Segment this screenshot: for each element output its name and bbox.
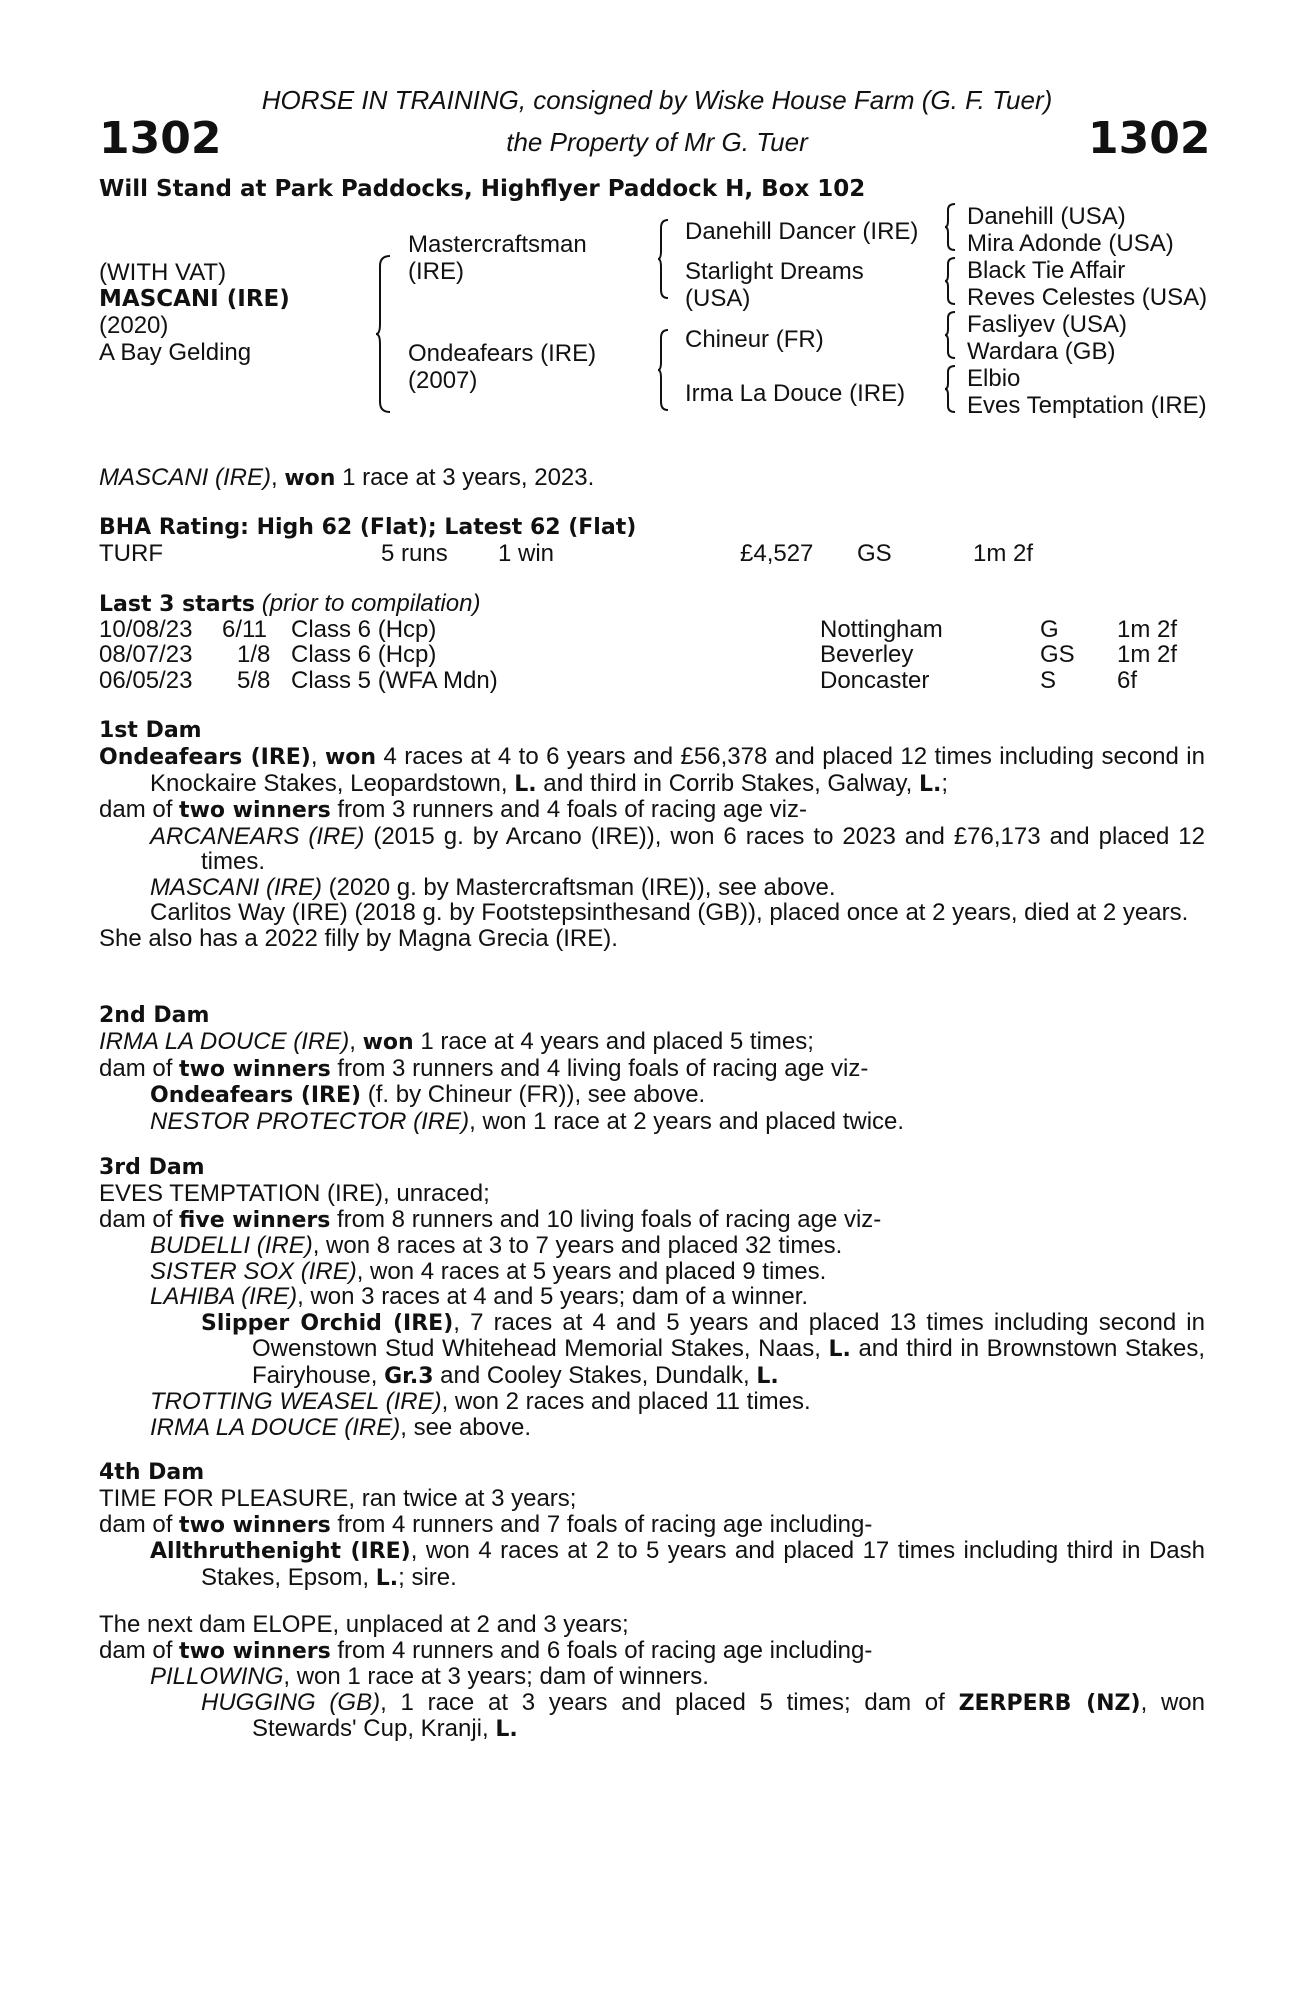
second-dam-section [99, 1003, 1205, 1134]
progeny-name: ARCANEARS (IRE) [150, 822, 365, 850]
third-dam-record: EVES TEMPTATION (IRE), unraced; [99, 1180, 490, 1207]
lot-number-left: 1302 [99, 113, 222, 164]
first-dam-record: Ondeafears (IRE), won 4 races at 4 to 6 years and £56,378 and placed 12 times including second in Knockaire Stakes, Leopardstown, L. and third in Corrib Stakes, Galway, L.; [99, 743, 1205, 797]
second-dam-rest: 1 race at 4 years and placed 5 times; [413, 1028, 814, 1055]
dam-of-label: dam of [99, 1510, 180, 1538]
sire-sire-sire: Danehill (USA) [967, 203, 1126, 230]
first-dam-progeny-1 [99, 824, 1205, 875]
progeny-name: NESTOR PROTECTOR (IRE) [150, 1107, 470, 1135]
start-pos-1: 1/8 [237, 641, 271, 668]
third-dam-progeny-2 [99, 1259, 1205, 1285]
progeny-record: , won 8 races at 3 to 7 years and placed 32 times. [312, 1232, 843, 1259]
sire-name: Mastercraftsman [408, 231, 587, 258]
third-dam-grandprogeny-1 [99, 1310, 1205, 1390]
next-dam-record: The next dam ELOPE, unplaced at 2 and 3 years; [99, 1611, 629, 1638]
first-dam-name: Ondeafears (IRE) [99, 745, 311, 770]
start-course-0: Nottingham [820, 616, 943, 643]
pedigree-brace-sd [945, 258, 957, 304]
listed-mark: L. [495, 1717, 518, 1742]
fourth-dam-record: TIME FOR PLEASURE, ran twice at 3 years; [99, 1485, 577, 1512]
dam-sire-dam: Wardara (GB) [967, 338, 1116, 365]
third-dam-heading: 3rd Dam [99, 1155, 205, 1180]
pedigree-brace-sire [658, 220, 670, 298]
progeny-name: IRMA LA DOUCE (IRE) [150, 1413, 401, 1441]
property-line: the Property of Mr G. Tuer [506, 127, 808, 157]
third-dam-progeny-1 [99, 1233, 1205, 1259]
dam-name: Ondeafears (IRE) [408, 340, 597, 367]
sire-sire-dam: Mira Adonde (USA) [967, 230, 1174, 257]
progeny-record: , see above. [400, 1413, 532, 1441]
sire-dam-dam: Reves Celestes (USA) [967, 284, 1208, 311]
start-going-0: G [1040, 616, 1059, 643]
progeny-record: (f. by Chineur (FR)), see above. [361, 1081, 706, 1108]
third-dam-produce [99, 1207, 1205, 1234]
produce-rest: from 4 runners and 7 foals of racing age including- [330, 1510, 873, 1538]
horse-description: A Bay Gelding [99, 339, 252, 366]
progeny-record: (2020 g. by Mastercraftsman (IRE)), see above. [322, 873, 836, 901]
progeny-name: PILLOWING [150, 1663, 284, 1690]
winners-count: two winners [179, 1056, 331, 1082]
second-dam-record: IRMA LA DOUCE (IRE), won 1 race at 4 years and placed 5 times; [99, 1028, 814, 1055]
dam-year: (2007) [408, 367, 478, 394]
progeny-name: SISTER SOX (IRE) [150, 1257, 357, 1285]
grandprogeny-produce: ZERPERB (NZ) [958, 1690, 1141, 1716]
rating-distance: 1m 2f [973, 540, 1034, 567]
listed-mark: L. [514, 771, 537, 797]
group-mark: Gr.3 [384, 1363, 434, 1389]
progeny-text2: ; sire. [398, 1563, 457, 1591]
horse-year: (2020) [99, 312, 169, 339]
dam-of-label: dam of [99, 796, 180, 823]
next-dam-progeny-1 [99, 1664, 1205, 1690]
start-date-1: 08/07/23 [99, 641, 193, 668]
second-dam-heading: 2nd Dam [99, 1003, 210, 1028]
start-course-1: Beverley [820, 641, 914, 668]
second-dam-produce [99, 1056, 1205, 1083]
dam-dam-sire: Elbio [967, 365, 1021, 392]
start-date-0: 10/08/23 [99, 616, 193, 643]
lot-number-right: 1302 [1088, 113, 1211, 164]
next-dam-produce [99, 1638, 1205, 1665]
progeny-text1: , won 4 races at 2 to 5 years and placed 17 times including third in Dash Stakes, Epsom, [201, 1537, 1205, 1591]
start-class-2: Class 5 (WFA Mdn) [291, 667, 498, 694]
listed-mark: L. [375, 1565, 399, 1591]
third-dam-progeny-4 [99, 1389, 1205, 1415]
grandprogeny-text2: , won Stewards' Cup, Kranji, [252, 1688, 1205, 1742]
grandprogeny-text1: , 7 races at 4 and 5 years and placed 13 times including second in Owenstown Stud Whitehead Memorial Stakes, Naas, [252, 1308, 1205, 1362]
next-dam-section [99, 1612, 1205, 1743]
produce-rest: from 4 runners and 6 foals of racing age including- [330, 1636, 873, 1664]
progeny-name: Ondeafears (IRE) [150, 1083, 362, 1108]
vat-note: (WITH VAT) [99, 259, 227, 286]
summary-won: won [284, 466, 336, 491]
sire-sire: Danehill Dancer (IRE) [685, 218, 919, 245]
winners-count: two winners [179, 798, 331, 823]
listed-mark: L. [756, 1363, 779, 1389]
second-dam-name: IRMA LA DOUCE (IRE) [99, 1028, 350, 1055]
winners-count: two winners [179, 1512, 331, 1538]
fourth-dam-produce [99, 1512, 1205, 1539]
dam-of-label: dam of [99, 1205, 180, 1233]
sire-origin: (IRE) [408, 258, 464, 285]
third-dam-section [99, 1155, 1205, 1440]
rating-title: BHA Rating: High 62 (Flat); Latest 62 (Flat) [99, 515, 637, 540]
progeny-record: (2015 g. by Arcano (IRE)), won 6 races to 2023 and £76,173 and placed 12 times. [201, 822, 1205, 875]
dam-of-label: dam of [99, 1054, 180, 1082]
consignor-line: HORSE IN TRAINING, consigned by Wiske House Farm (G. F. Tuer) [261, 85, 1053, 115]
progeny-record: , won 2 races and placed 11 times. [441, 1388, 811, 1415]
progeny-name: BUDELLI (IRE) [150, 1232, 313, 1259]
third-dam-progeny-3 [99, 1284, 1205, 1310]
first-dam-heading: 1st Dam [99, 718, 202, 743]
first-dam-progeny-3: Carlitos Way (IRE) (2018 g. by Footstepsinthesand (GB)), placed once at 2 years, died at 2 years. [150, 899, 1189, 926]
grandprogeny-name: Slipper Orchid (IRE) [201, 1310, 454, 1336]
rating-wins: 1 win [498, 540, 555, 567]
progeny-name: TROTTING WEASEL (IRE) [150, 1388, 442, 1415]
first-dam-won: won [324, 745, 377, 770]
rating-going: GS [857, 540, 892, 567]
listed-mark: L. [919, 771, 942, 797]
third-dam-progeny-5 [99, 1415, 1205, 1441]
rating-surface: TURF [99, 540, 163, 567]
pedigree-brace-dd [945, 366, 957, 412]
progeny-name: MASCANI (IRE) [150, 873, 323, 901]
sire-dam: Starlight Dreams [685, 258, 864, 285]
produce-rest: from 3 runners and 4 living foals of racing age viz- [330, 1054, 869, 1082]
first-dam-progeny-2 [99, 875, 1205, 901]
progeny-record: , won 3 races at 4 and 5 years; dam of a winner. [297, 1283, 809, 1310]
winners-count: two winners [179, 1638, 331, 1664]
produce-rest: from 3 runners and 4 foals of racing age viz- [330, 796, 807, 823]
progeny-name: Allthruthenight (IRE) [150, 1539, 411, 1564]
first-dam-text1: 4 races at 4 to 6 years and £56,378 and placed 12 times including second in Knockaire Stakes, Leopardstown, [150, 743, 1205, 797]
start-class-1: Class 6 (Hcp) [291, 641, 437, 668]
dam-sire-sire: Fasliyev (USA) [967, 311, 1128, 338]
last-starts-note: (prior to compilation) [261, 590, 481, 617]
start-dist-1: 1m 2f [1117, 641, 1178, 668]
rating-runs: 5 runs [381, 540, 448, 567]
grandprogeny-text2: and third in Brownstown Stakes, Fairyhouse, [252, 1335, 1205, 1389]
progeny-record: , won 4 races at 5 years and placed 9 times. [356, 1257, 827, 1285]
start-dist-2: 6f [1117, 667, 1138, 694]
first-dam-section [99, 718, 1205, 951]
race-summary: MASCANI (IRE), won 1 race at 3 years, 2023. [99, 464, 595, 491]
second-dam-won: won [362, 1030, 414, 1055]
start-pos-2: 5/8 [237, 667, 271, 694]
horse-name: MASCANI (IRE) [99, 286, 290, 312]
start-going-2: S [1040, 667, 1057, 694]
progeny-record: , won 1 race at 2 years and placed twice. [469, 1107, 905, 1135]
produce-rest: from 8 runners and 10 living foals of racing age viz- [330, 1205, 882, 1233]
rating-prize: £4,527 [740, 540, 814, 567]
dam-sire: Chineur (FR) [685, 326, 824, 353]
dam-of-label: dam of [99, 1636, 180, 1664]
first-dam-text3: ; [941, 769, 949, 797]
start-dist-0: 1m 2f [1117, 616, 1178, 643]
progeny-name: LAHIBA (IRE) [150, 1283, 298, 1310]
winners-count: five winners [179, 1207, 331, 1233]
sire-dam-sire: Black Tie Affair [967, 257, 1126, 284]
listed-mark: L. [828, 1337, 851, 1362]
start-class-0: Class 6 (Hcp) [291, 616, 437, 643]
progeny-record: , won 1 race at 3 years; dam of winners. [283, 1663, 709, 1690]
start-going-1: GS [1040, 641, 1075, 668]
start-course-2: Doncaster [820, 667, 930, 694]
pedigree-brace-dam [658, 330, 670, 410]
second-dam-progeny-1 [99, 1082, 1205, 1109]
dam-dam-dam: Eves Temptation (IRE) [967, 392, 1207, 419]
grandprogeny-text3: and Cooley Stakes, Dundalk, [433, 1361, 757, 1389]
pedigree-brace-ss [945, 204, 957, 250]
first-dam-produce [99, 797, 1205, 824]
grandprogeny-text1: , 1 race at 3 years and placed 5 times; dam of [380, 1688, 959, 1716]
stand-location: Will Stand at Park Paddocks, Highflyer Paddock H, Box 102 [99, 176, 866, 202]
fourth-dam-heading: 4th Dam [99, 1460, 205, 1485]
start-pos-0: 6/11 [222, 616, 267, 643]
first-dam-also: She also has a 2022 filly by Magna Grecia (IRE). [99, 924, 618, 952]
fourth-dam-progeny-1 [99, 1538, 1205, 1591]
last-starts-title: Last 3 starts [99, 592, 256, 617]
pedigree-brace-main [376, 256, 392, 412]
second-dam-progeny-2 [99, 1109, 1205, 1135]
last-starts-heading [99, 591, 480, 618]
sire-dam-origin: (USA) [685, 285, 751, 312]
first-dam-text2: and third in Corrib Stakes, Galway, [536, 769, 919, 797]
pedigree-brace-ds [945, 312, 957, 358]
dam-dam: Irma La Douce (IRE) [685, 380, 906, 407]
next-dam-grandprogeny-1 [99, 1690, 1205, 1743]
summary-name: MASCANI (IRE) [99, 464, 272, 491]
start-date-2: 06/05/23 [99, 667, 193, 694]
summary-rest: 1 race at 3 years, 2023. [335, 464, 595, 491]
fourth-dam-section [99, 1460, 1205, 1591]
grandprogeny-name: HUGGING (GB) [201, 1688, 381, 1716]
